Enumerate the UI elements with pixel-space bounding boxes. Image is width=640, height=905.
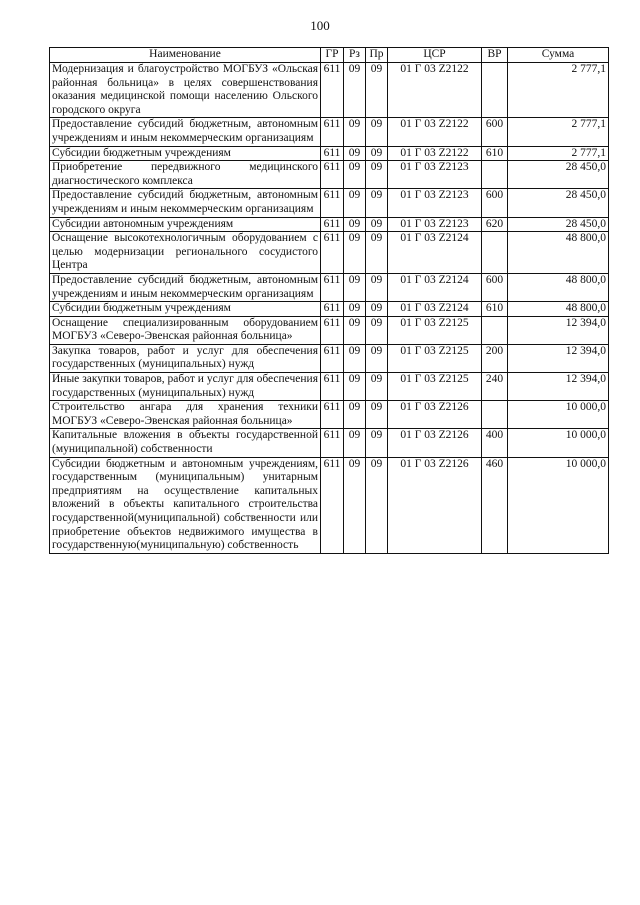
cell-name: Предоставление субсидий бюджетным, автономным учреждениям и иным некоммерческим организациям [50,118,321,146]
cell-rz: 09 [344,118,366,146]
cell-pr: 09 [366,189,388,217]
cell-gr: 611 [321,161,344,189]
cell-gr: 611 [321,316,344,344]
cell-gr: 611 [321,189,344,217]
cell-rz: 09 [344,344,366,372]
cell-sum: 48 800,0 [508,302,609,317]
cell-vr [482,161,508,189]
cell-gr: 611 [321,302,344,317]
cell-sum: 12 394,0 [508,344,609,372]
cell-rz: 09 [344,217,366,232]
cell-pr: 09 [366,344,388,372]
header-vr: ВР [482,48,508,63]
cell-rz: 09 [344,146,366,161]
cell-gr: 611 [321,373,344,401]
table-row [50,373,609,401]
cell-vr: 610 [482,146,508,161]
cell-csr: 01 Г 03 Z2124 [388,232,482,274]
cell-sum: 2 777,1 [508,118,609,146]
cell-vr [482,63,508,118]
header-row [50,48,609,63]
cell-vr: 600 [482,118,508,146]
cell-pr: 09 [366,401,388,429]
cell-name: Приобретение передвижного медицинского диагностического комплекса [50,161,321,189]
cell-pr: 09 [366,146,388,161]
cell-csr: 01 Г 03 Z2126 [388,429,482,457]
cell-csr: 01 Г 03 Z2124 [388,273,482,301]
table-row [50,217,609,232]
cell-pr: 09 [366,302,388,317]
cell-csr: 01 Г 03 Z2123 [388,217,482,232]
cell-name: Строительство ангара для хранения техники МОГБУЗ «Северо-Эвенская районная больница» [50,401,321,429]
budget-table [49,47,609,554]
cell-name: Субсидии бюджетным и автономным учреждениям, государственным (муниципальным) унитарным предприятиям на осуществление капитальных вложений в объекты капитального строительства государственной(муниципальной) собственности или приобретение объектов недвижимого имущества в государственную(муниципальную) собственность [50,457,321,553]
table-row [50,161,609,189]
cell-name: Субсидии бюджетным учреждениям [50,302,321,317]
cell-pr: 09 [366,161,388,189]
cell-rz: 09 [344,316,366,344]
cell-pr: 09 [366,316,388,344]
cell-vr [482,401,508,429]
cell-vr: 200 [482,344,508,372]
cell-name: Модернизация и благоустройство МОГБУЗ «Ольская районная больница» в целях совершенствования оказания медицинской помощи населению Ольского городского округа [50,63,321,118]
cell-pr: 09 [366,273,388,301]
cell-sum: 48 800,0 [508,232,609,274]
table-row [50,273,609,301]
cell-csr: 01 Г 03 Z2123 [388,161,482,189]
table-row [50,316,609,344]
cell-gr: 611 [321,273,344,301]
cell-sum: 28 450,0 [508,161,609,189]
cell-name: Предоставление субсидий бюджетным, автономным учреждениям и иным некоммерческим организациям [50,273,321,301]
cell-pr: 09 [366,232,388,274]
table-row [50,429,609,457]
cell-vr: 610 [482,302,508,317]
cell-pr: 09 [366,63,388,118]
cell-rz: 09 [344,429,366,457]
cell-rz: 09 [344,189,366,217]
cell-name: Оснащение высокотехнологичным оборудованием с целью модернизации регионального сосудистого Центра [50,232,321,274]
cell-gr: 611 [321,344,344,372]
cell-sum: 10 000,0 [508,429,609,457]
cell-sum: 10 000,0 [508,401,609,429]
cell-vr: 620 [482,217,508,232]
header-gr: ГР [321,48,344,63]
cell-csr: 01 Г 03 Z2126 [388,457,482,553]
header-sum: Сумма [508,48,609,63]
cell-rz: 09 [344,302,366,317]
table-row [50,232,609,274]
header-csr: ЦСР [388,48,482,63]
cell-rz: 09 [344,273,366,301]
cell-sum: 28 450,0 [508,217,609,232]
cell-sum: 28 450,0 [508,189,609,217]
table-row [50,146,609,161]
cell-sum: 12 394,0 [508,316,609,344]
cell-csr: 01 Г 03 Z2126 [388,401,482,429]
cell-pr: 09 [366,217,388,232]
cell-vr: 600 [482,189,508,217]
cell-vr: 240 [482,373,508,401]
cell-name: Субсидии автономным учреждениям [50,217,321,232]
cell-name: Субсидии бюджетным учреждениям [50,146,321,161]
table-row [50,401,609,429]
cell-name: Оснащение специализированным оборудованием МОГБУЗ «Северо-Эвенская районная больница» [50,316,321,344]
cell-gr: 611 [321,232,344,274]
cell-name: Предоставление субсидий бюджетным, автономным учреждениям и иным некоммерческим организациям [50,189,321,217]
cell-rz: 09 [344,161,366,189]
cell-rz: 09 [344,232,366,274]
cell-vr: 600 [482,273,508,301]
cell-pr: 09 [366,373,388,401]
cell-sum: 12 394,0 [508,373,609,401]
cell-rz: 09 [344,373,366,401]
cell-gr: 611 [321,63,344,118]
table-row [50,189,609,217]
cell-csr: 01 Г 03 Z2122 [388,63,482,118]
cell-sum: 2 777,1 [508,63,609,118]
cell-name: Иные закупки товаров, работ и услуг для обеспечения государственных (муниципальных) нужд [50,373,321,401]
cell-gr: 611 [321,401,344,429]
cell-pr: 09 [366,457,388,553]
cell-gr: 611 [321,457,344,553]
cell-csr: 01 Г 03 Z2125 [388,316,482,344]
cell-csr: 01 Г 03 Z2122 [388,118,482,146]
table-row [50,63,609,118]
cell-csr: 01 Г 03 Z2125 [388,373,482,401]
header-rz: Рз [344,48,366,63]
cell-vr: 460 [482,457,508,553]
cell-name: Закупка товаров, работ и услуг для обеспечения государственных (муниципальных) нужд [50,344,321,372]
header-name: Наименование [50,48,321,63]
cell-gr: 611 [321,217,344,232]
cell-rz: 09 [344,457,366,553]
cell-csr: 01 Г 03 Z2122 [388,146,482,161]
cell-gr: 611 [321,429,344,457]
cell-sum: 2 777,1 [508,146,609,161]
cell-pr: 09 [366,429,388,457]
cell-sum: 10 000,0 [508,457,609,553]
cell-vr: 400 [482,429,508,457]
table-row [50,344,609,372]
table-row [50,457,609,553]
header-pr: Пр [366,48,388,63]
cell-sum: 48 800,0 [508,273,609,301]
cell-csr: 01 Г 03 Z2124 [388,302,482,317]
cell-name: Капитальные вложения в объекты государственной (муниципальной) собственности [50,429,321,457]
cell-vr [482,316,508,344]
page-number: 100 [310,18,330,33]
cell-csr: 01 Г 03 Z2125 [388,344,482,372]
cell-gr: 611 [321,146,344,161]
cell-csr: 01 Г 03 Z2123 [388,189,482,217]
table-row [50,302,609,317]
cell-vr [482,232,508,274]
cell-pr: 09 [366,118,388,146]
table-row [50,118,609,146]
cell-gr: 611 [321,118,344,146]
cell-rz: 09 [344,401,366,429]
cell-rz: 09 [344,63,366,118]
